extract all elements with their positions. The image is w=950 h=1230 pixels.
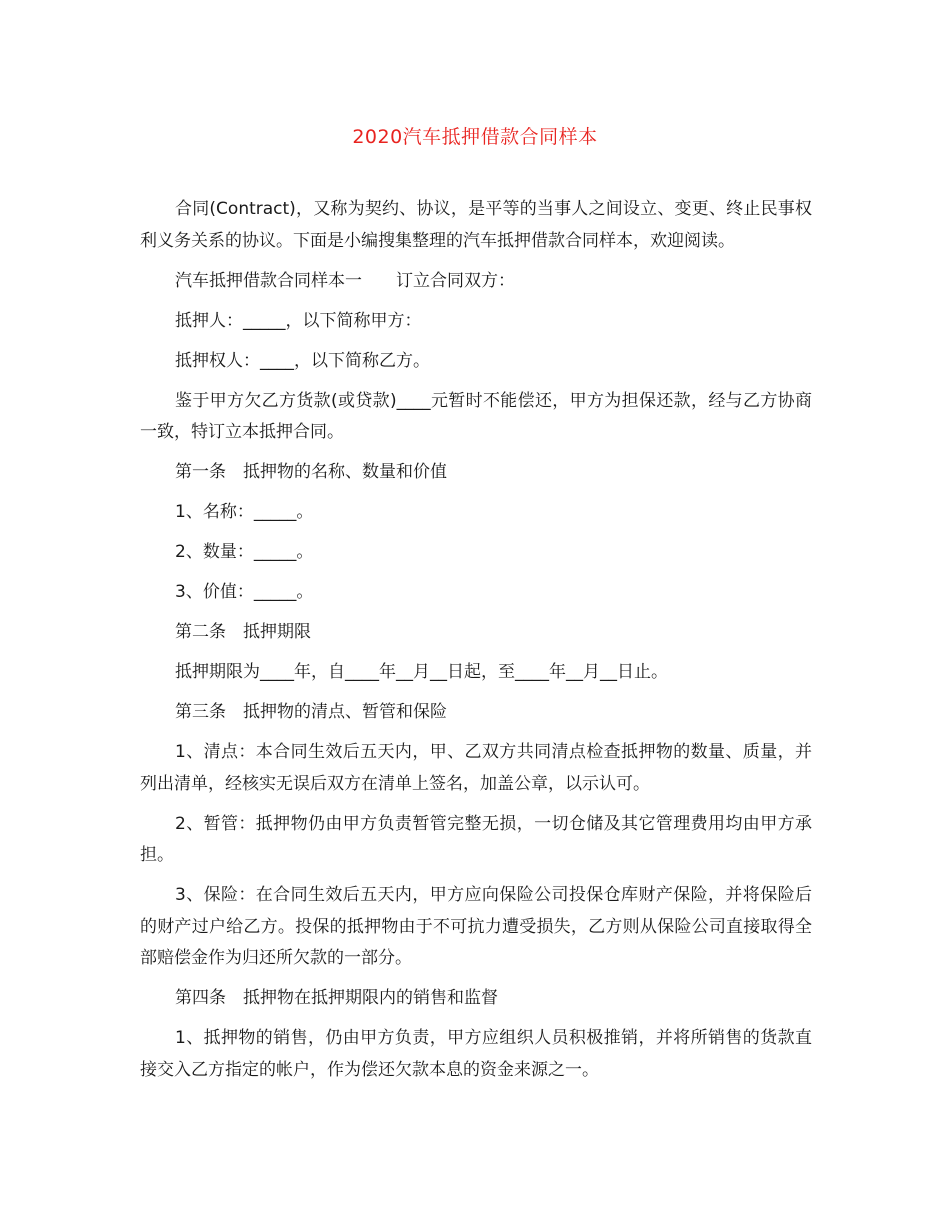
article-3-heading: 第三条 抵押物的清点、暂管和保险 bbox=[175, 702, 447, 723]
article-2-heading: 第二条 抵押期限 bbox=[175, 622, 311, 643]
article-4-item-sales: 1、抵押物的销售，仍由甲方负责，甲方应组织人员积极推销，并将所销售的货款直接交入乙方指定的帐户，作为偿还欠款本息的资金来源之一。 bbox=[140, 1028, 812, 1080]
mortgagee-line: 抵押权人：____，以下简称乙方。 bbox=[175, 350, 430, 371]
article-3-item-custody: 2、暂管：抵押物仍由甲方负责暂管完整无损，一切仓储及其它管理费用均由甲方承担。 bbox=[140, 813, 812, 866]
article-1-item-value: 3、价值：_____。 bbox=[175, 582, 314, 603]
intro-paragraph: 合同(Contract)，又称为契约、协议，是平等的当事人之间设立、变更、终止民事权利义务关系的协议。下面是小编搜集整理的汽车抵押借款合同样本，欢迎阅读。 bbox=[140, 199, 812, 251]
article-3-item-inventory: 1、清点：本合同生效后五天内，甲、乙双方共同清点检查抵押物的数量、质量，并列出清单，经核实无误后双方在清单上签名，加盖公章，以示认可。 bbox=[140, 742, 812, 794]
article-1-heading: 第一条 抵押物的名称、数量和价值 bbox=[175, 462, 447, 483]
article-3-item-insurance: 3、保险：在合同生效后五天内，甲方应向保险公司投保仓库财产保险，并将保险后的财产过户给乙方。投保的抵押物由于不可抗力遭受损失，乙方则从保险公司直接取得全部赔偿金作为归还所欠款的一部分。 bbox=[140, 885, 812, 969]
article-4-heading: 第四条 抵押物在抵押期限内的销售和监督 bbox=[175, 988, 498, 1009]
document-body bbox=[140, 194, 812, 1095]
document-title: 2020汽车抵押借款合同样本 bbox=[352, 126, 598, 148]
article-1-item-name: 1、名称：_____。 bbox=[175, 502, 314, 523]
article-1-item-quantity: 2、数量：_____。 bbox=[175, 542, 314, 563]
mortgagor-line: 抵押人：_____，以下简称甲方： bbox=[175, 310, 422, 331]
whereas-paragraph: 鉴于甲方欠乙方货款(或贷款)____元暂时不能偿还，甲方为担保还款，经与乙方协商一致，特订立本抵押合同。 bbox=[140, 390, 812, 443]
article-2-term-paragraph: 抵押期限为____年，自____年__月__日起，至____年__月__日止。 bbox=[175, 662, 668, 683]
sample-heading-paragraph: 汽车抵押借款合同样本一 订立合同双方： bbox=[175, 270, 515, 291]
